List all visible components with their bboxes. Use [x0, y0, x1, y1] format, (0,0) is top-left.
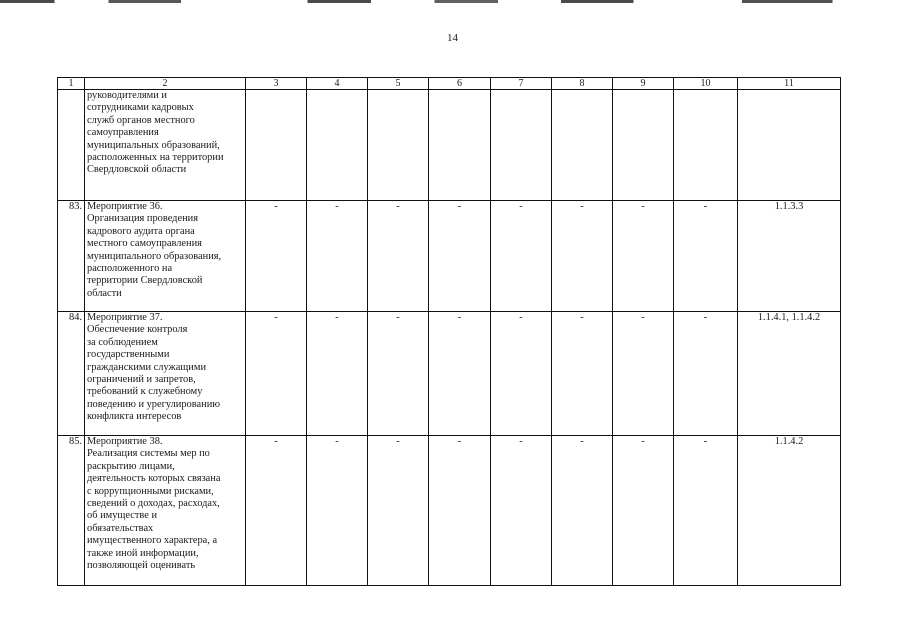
column-number: 1 — [58, 78, 85, 90]
value-cell — [613, 90, 674, 201]
table-row — [58, 312, 841, 436]
value-cell: - — [674, 312, 738, 436]
column-number: 8 — [552, 78, 613, 90]
target-reference — [738, 90, 841, 201]
value-cell — [307, 90, 368, 201]
value-cell: - — [429, 312, 491, 436]
table-row — [58, 201, 841, 312]
column-number: 5 — [368, 78, 429, 90]
value-cell: - — [552, 201, 613, 312]
value-cell: - — [429, 201, 491, 312]
column-number: 2 — [85, 78, 246, 90]
value-cell: - — [368, 201, 429, 312]
value-cell: - — [429, 436, 491, 586]
target-reference: 1.1.3.3 — [738, 201, 841, 312]
measure-description: Мероприятие 37. Обеспечение контроля за соблюдением государственными гражданскими служащими ограничений и запретов, требований к служебному поведению и урегулированию конфликта интересов — [85, 312, 246, 436]
column-number: 7 — [491, 78, 552, 90]
value-cell: - — [307, 436, 368, 586]
value-cell: - — [613, 312, 674, 436]
target-reference: 1.1.4.1, 1.1.4.2 — [738, 312, 841, 436]
value-cell — [552, 90, 613, 201]
row-number: 85. — [58, 436, 85, 586]
value-cell: - — [613, 201, 674, 312]
column-number: 9 — [613, 78, 674, 90]
table-row — [58, 436, 841, 586]
value-cell: - — [246, 312, 307, 436]
column-number: 4 — [307, 78, 368, 90]
value-cell: - — [307, 201, 368, 312]
value-cell: - — [246, 436, 307, 586]
value-cell: - — [613, 436, 674, 586]
value-cell — [429, 90, 491, 201]
value-cell: - — [491, 436, 552, 586]
program-measures-table — [57, 77, 841, 586]
value-cell: - — [674, 201, 738, 312]
measure-description: руководителями и сотрудниками кадровых служб органов местного самоуправления муниципальных образований, расположенных на территории Свердловской области — [85, 90, 246, 201]
value-cell: - — [552, 436, 613, 586]
scan-border-artifact — [0, 0, 905, 3]
column-number: 3 — [246, 78, 307, 90]
row-number — [58, 90, 85, 201]
column-number: 11 — [738, 78, 841, 90]
value-cell — [246, 90, 307, 201]
column-number: 10 — [674, 78, 738, 90]
column-number: 6 — [429, 78, 491, 90]
value-cell: - — [307, 312, 368, 436]
measure-description: Мероприятие 38. Реализация системы мер по раскрытию лицами, деятельность которых связана с коррупционными рисками, сведений о доходах, расходах, об имуществе и обязательствах имущественного характера, а также иной информации, позволяющей оценивать — [85, 436, 246, 586]
row-number: 84. — [58, 312, 85, 436]
page-number: 14 — [447, 32, 458, 44]
table-row — [58, 90, 841, 201]
row-number: 83. — [58, 201, 85, 312]
value-cell: - — [491, 201, 552, 312]
target-reference: 1.1.4.2 — [738, 436, 841, 586]
value-cell: - — [368, 436, 429, 586]
value-cell — [491, 90, 552, 201]
measure-description: Мероприятие 36. Организация проведения кадрового аудита органа местного самоуправления муниципального образования, расположенного на территории Свердловской области — [85, 201, 246, 312]
value-cell — [674, 90, 738, 201]
value-cell: - — [246, 201, 307, 312]
value-cell: - — [491, 312, 552, 436]
column-number-row — [58, 78, 841, 90]
value-cell — [368, 90, 429, 201]
value-cell: - — [368, 312, 429, 436]
value-cell: - — [674, 436, 738, 586]
value-cell: - — [552, 312, 613, 436]
